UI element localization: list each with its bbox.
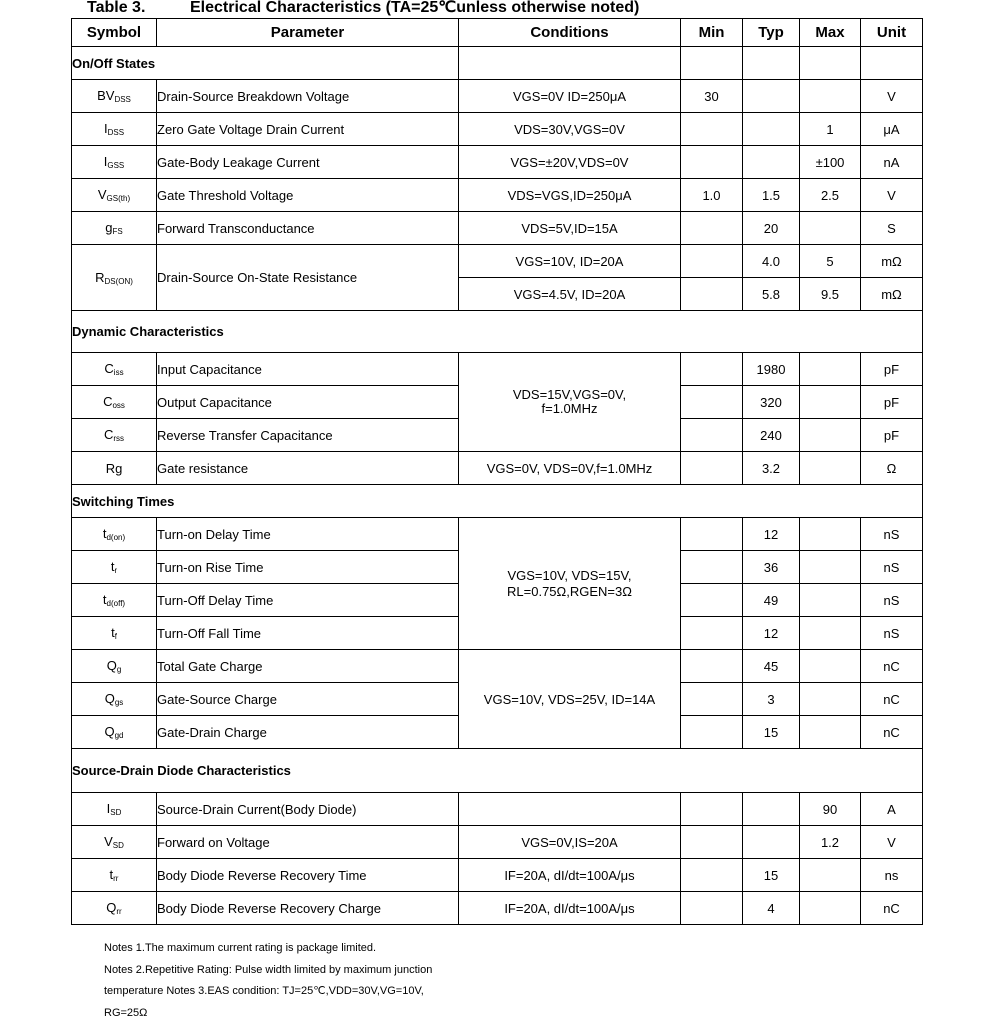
note-line: Notes 2.Repetitive Rating: Pulse width limited by maximum junction [104,963,433,976]
typ-cell: 12 [743,617,800,650]
parameter-cell: Drain-Source On-State Resistance [157,245,459,311]
max-cell [800,584,861,617]
symbol-cell: $Q_{gd}$ [72,716,157,749]
parameter-cell: Drain-Source Breakdown Voltage [157,80,459,113]
max-cell: 90 [800,793,861,826]
unit-cell: nS [861,518,923,551]
unit-cell: pF [861,353,923,386]
unit-cell: nC [861,716,923,749]
max-cell [800,683,861,716]
min-cell [681,419,743,452]
max-cell [800,716,861,749]
parameter-cell: Input Capacitance [157,353,459,386]
symbol-cell: $BV_{DSS}$ [72,80,157,113]
max-cell: 1 [800,113,861,146]
typ-cell [743,826,800,859]
typ-cell: 1.5 [743,179,800,212]
typ-cell [743,80,800,113]
symbol-cell: $t_{d(on)}$ [72,518,157,551]
typ-cell: 49 [743,584,800,617]
parameter-cell: Turn-on Rise Time [157,551,459,584]
min-cell [681,683,743,716]
header-max: Max [800,19,861,47]
symbol-cell: $V_{SD}$ [72,826,157,859]
unit-cell: V [861,179,923,212]
note-line: RG=25Ω [104,1006,148,1019]
unit-cell: nS [861,551,923,584]
parameter-cell: Turn-Off Delay Time [157,584,459,617]
min-cell [681,245,743,278]
unit-cell: V [861,80,923,113]
header-min: Min [681,19,743,47]
table-row [72,650,923,683]
symbol-cell: $t_f$ [72,617,157,650]
unit-cell: pF [861,419,923,452]
parameter-cell: Total Gate Charge [157,650,459,683]
min-cell [681,113,743,146]
max-cell [800,353,861,386]
parameter-cell: Gate Threshold Voltage [157,179,459,212]
note-line: Notes 1.The maximum current rating is package limited. [104,942,377,954]
table-row [72,353,923,386]
symbol-cell: $Q_g$ [72,650,157,683]
table-row [72,146,923,179]
parameter-cell: Zero Gate Voltage Drain Current [157,113,459,146]
conditions-cell: VDS=VGS,ID=250μA [459,179,681,212]
conditions-cell: IF=20A, dI/dt=100A/μs [459,859,681,892]
parameter-cell: Source-Drain Current(Body Diode) [157,793,459,826]
table-row [72,793,923,826]
min-cell [681,859,743,892]
table-row [72,859,923,892]
conditions-cell: VDS=5V,ID=15A [459,212,681,245]
typ-cell: 3 [743,683,800,716]
note-line: temperature Notes 3.EAS condition: TJ=25℃,VDD=30V,VG=10V, [104,985,424,997]
symbol-cell: $t_{d(off)}$ [72,584,157,617]
min-cell: 1.0 [681,179,743,212]
max-cell: 2.5 [800,179,861,212]
conditions-cell: VGS=10V, VDS=15V, RL=0.75Ω,RGEN=3Ω [459,518,681,650]
symbol-cell: $t_{rr}$ [72,859,157,892]
typ-cell: 5.8 [743,278,800,311]
symbol-cell: $C_{oss}$ [72,386,157,419]
table-row [72,826,923,859]
table-title [87,0,639,17]
conditions-cell: VGS=0V, VDS=0V,f=1.0MHz [459,452,681,485]
conditions-cell: VGS=10V, ID=20A [459,245,681,278]
typ-cell: 45 [743,650,800,683]
typ-cell [743,146,800,179]
header-typ: Typ [743,19,800,47]
parameter-cell: Gate-Source Charge [157,683,459,716]
min-cell [681,650,743,683]
unit-cell: pF [861,386,923,419]
unit-cell: nC [861,650,923,683]
conditions-cell: IF=20A, dI/dt=100A/μs [459,892,681,925]
header-row [72,19,923,47]
symbol-cell: $C_{rss}$ [72,419,157,452]
table-caption: Electrical Characteristics (TA=25℃unless otherwise noted) [190,0,640,16]
unit-cell: μA [861,113,923,146]
symbol-cell: $Q_{rr}$ [72,892,157,925]
max-cell: 1.2 [800,826,861,859]
symbol-cell: $Q_{gs}$ [72,683,157,716]
min-cell [681,892,743,925]
min-cell [681,793,743,826]
table-row [72,245,923,278]
typ-cell: 320 [743,386,800,419]
min-cell [681,278,743,311]
typ-cell: 3.2 [743,452,800,485]
table-row [72,892,923,925]
unit-cell: nS [861,584,923,617]
unit-cell: nS [861,617,923,650]
conditions-cell: VGS=0V,IS=20A [459,826,681,859]
max-cell [800,212,861,245]
conditions-cell: VDS=30V,VGS=0V [459,113,681,146]
max-cell [800,80,861,113]
typ-cell: 4.0 [743,245,800,278]
section-row [72,485,923,518]
section-dynamic: Dynamic Characteristics [72,311,923,353]
unit-cell: V [861,826,923,859]
symbol-cell: $C_{iss}$ [72,353,157,386]
unit-cell: ns [861,859,923,892]
max-cell [800,551,861,584]
typ-cell: 4 [743,892,800,925]
symbol-cell: $g_{FS}$ [72,212,157,245]
parameter-cell: Reverse Transfer Capacitance [157,419,459,452]
conditions-cell: VDS=15V,VGS=0V, f=1.0MHz [459,353,681,452]
max-cell: 5 [800,245,861,278]
symbol-cell: $I_{SD}$ [72,793,157,826]
max-cell [800,518,861,551]
typ-cell: 15 [743,859,800,892]
typ-cell [743,113,800,146]
max-cell [800,859,861,892]
min-cell [681,716,743,749]
unit-cell: mΩ [861,278,923,311]
conditions-cell: VGS=0V ID=250μA [459,80,681,113]
typ-cell: 36 [743,551,800,584]
section-row [72,47,923,80]
typ-cell: 15 [743,716,800,749]
symbol-cell: $V_{GS(th)}$ [72,179,157,212]
conditions-cell [459,793,681,826]
conditions-cell: VGS=10V, VDS=25V, ID=14A [459,650,681,749]
max-cell: ±100 [800,146,861,179]
min-cell [681,826,743,859]
conditions-cell: VGS=±20V,VDS=0V [459,146,681,179]
parameter-cell: Turn-on Delay Time [157,518,459,551]
header-parameter: Parameter [157,19,459,47]
min-cell [681,617,743,650]
header-symbol: Symbol [72,19,157,47]
table-row [72,80,923,113]
unit-cell: Ω [861,452,923,485]
electrical-characteristics-table [71,18,923,925]
section-row [72,749,923,793]
typ-cell: 20 [743,212,800,245]
symbol-cell: $I_{DSS}$ [72,113,157,146]
parameter-cell: Forward on Voltage [157,826,459,859]
unit-cell: nA [861,146,923,179]
max-cell [800,419,861,452]
max-cell [800,386,861,419]
symbol-cell: $I_{GSS}$ [72,146,157,179]
typ-cell: 240 [743,419,800,452]
table-number: Table 3. [87,0,146,16]
parameter-cell: Forward Transconductance [157,212,459,245]
conditions-cell: VGS=4.5V, ID=20A [459,278,681,311]
unit-cell: nC [861,683,923,716]
section-row [72,311,923,353]
table-row [72,518,923,551]
parameter-cell: Gate-Drain Charge [157,716,459,749]
min-cell [681,386,743,419]
max-cell [800,617,861,650]
section-switching: Switching Times [72,485,923,518]
min-cell [681,584,743,617]
max-cell: 9.5 [800,278,861,311]
symbol-cell: $t_r$ [72,551,157,584]
min-cell [681,146,743,179]
min-cell [681,518,743,551]
table-row [72,452,923,485]
parameter-cell: Turn-Off Fall Time [157,617,459,650]
symbol-cell: Rg [72,452,157,485]
section-onoff: On/Off States [72,47,459,80]
min-cell [681,452,743,485]
table-row [72,113,923,146]
parameter-cell: Gate-Body Leakage Current [157,146,459,179]
min-cell [681,353,743,386]
min-cell: 30 [681,80,743,113]
min-cell [681,212,743,245]
max-cell [800,892,861,925]
table-row [72,179,923,212]
unit-cell: A [861,793,923,826]
typ-cell: 1980 [743,353,800,386]
unit-cell: S [861,212,923,245]
typ-cell [743,793,800,826]
parameter-cell: Body Diode Reverse Recovery Charge [157,892,459,925]
min-cell [681,551,743,584]
header-conditions: Conditions [459,19,681,47]
parameter-cell: Output Capacitance [157,386,459,419]
parameter-cell: Body Diode Reverse Recovery Time [157,859,459,892]
typ-cell: 12 [743,518,800,551]
parameter-cell: Gate resistance [157,452,459,485]
unit-cell: mΩ [861,245,923,278]
max-cell [800,650,861,683]
max-cell [800,452,861,485]
notes [104,938,432,1024]
symbol-cell: $R_{DS(ON)}$ [72,245,157,311]
header-unit: Unit [861,19,923,47]
table-row [72,212,923,245]
unit-cell: nC [861,892,923,925]
section-diode: Source-Drain Diode Characteristics [72,749,923,793]
